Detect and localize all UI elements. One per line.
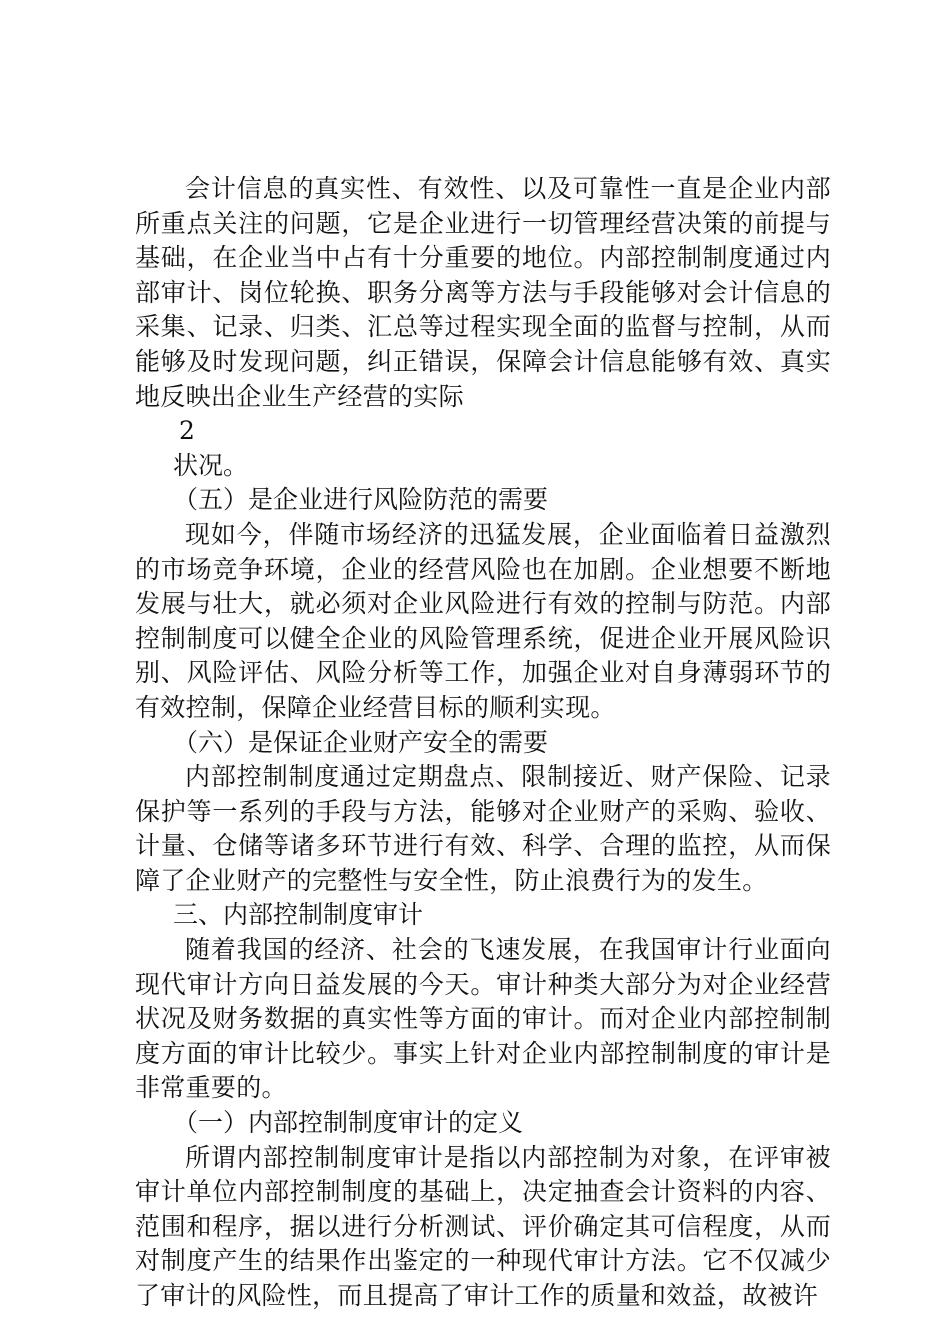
heading-audit-definition: （一）内部控制制度审计的定义 <box>173 1108 524 1138</box>
paragraph-audit-definition: 所谓内部控制制度审计是指以内部控制为对象，在评审被审计单位内部控制制度的基础上，决定抽查会计资料的内容、范围和程序，据以进行分析测试、评价确定其可信程度，从而对制度产生的结果作出鉴定的一种现代审计方法。它不仅减少了审计的风险性，而且提高了审计工作的质量和效益，故被许 <box>135 1142 831 1310</box>
heading-property-safety: （六）是保证企业财产安全的需要 <box>173 727 549 757</box>
document-body <box>135 172 831 1314</box>
paragraph-continuation: 状况。 <box>173 450 249 480</box>
heading-section-three: 三、内部控制制度审计 <box>173 900 424 930</box>
paragraph-property-safety: 内部控制制度通过定期盘点、限制接近、财产保险、记录保护等一系列的手段与方法，能够对企业财产的采购、验收、计量、仓储等诸多环节进行有效、科学、合理的监控，从而保障了企业财产的完整性与安全性，防止浪费行为的发生。 <box>135 762 831 895</box>
paragraph-risk-prevention: 现如今，伴随市场经济的迅猛发展，企业面临着日益激烈的市场竞争环境，企业的经营风险也在加剧。企业想要不断地发展与壮大，就必须对企业风险进行有效的控制与防范。内部控制制度可以健全企业的风险管理系统，促进企业开展风险识别、风险评估、风险分析等工作，加强企业对自身薄弱环节的有效控制，保障企业经营目标的顺利实现。 <box>135 519 831 722</box>
paragraph-accounting-info: 会计信息的真实性、有效性、以及可靠性一直是企业内部所重点关注的问题，它是企业进行一切管理经营决策的前提与基础，在企业当中占有十分重要的地位。内部控制制度通过内部审计、岗位轮换、职务分离等方法与手段能够对会计信息的采集、记录、归类、汇总等过程实现全面的监督与控制，从而能够及时发现问题，纠正错误，保障会计信息能够有效、真实地反映出企业生产经营的实际 <box>135 174 831 411</box>
page-number: 2 <box>179 416 195 446</box>
paragraph-audit-development: 随着我国的经济、社会的飞速发展，在我国审计行业面向现代审计方向日益发展的今天。审计种类大部分为对企业经营状况及财务数据的真实性等方面的审计。而对企业内部控制制度方面的审计比较少。事实上针对企业内部控制制度的审计是非常重要的。 <box>135 935 831 1103</box>
heading-risk-prevention: （五）是企业进行风险防范的需要 <box>173 485 549 515</box>
